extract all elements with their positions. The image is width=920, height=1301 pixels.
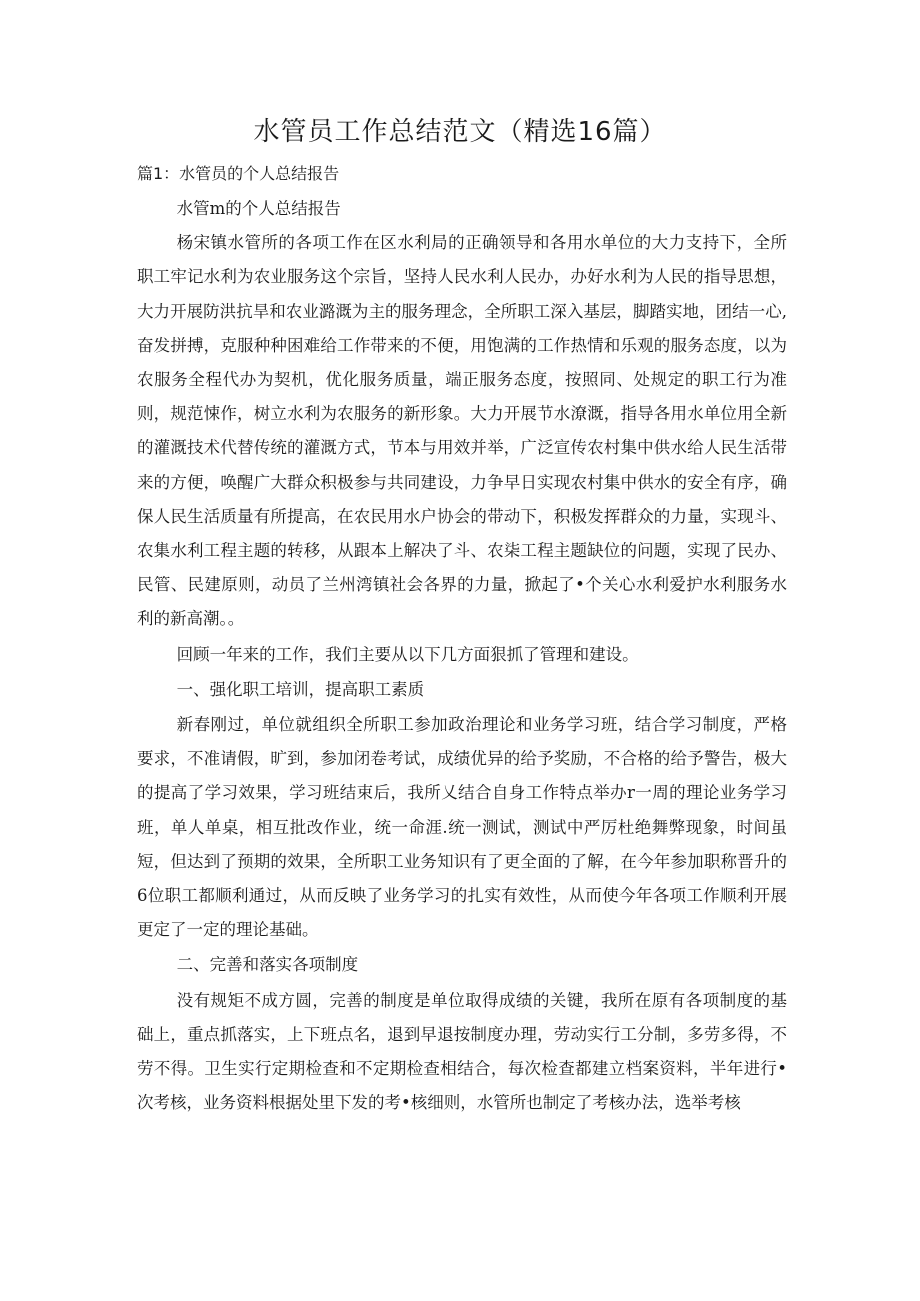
body-paragraph: 没有规矩不成方圆，完善的制度是单位取得成绩的关键，我所在原有各项制度的基础上，重点抓落实，上下班点名，退到早退按制度办理，劳动实行工分制，多劳多得，不劳不得。卫生实行定期检查和不定期检查相结合，每次检查都建立档案资料，半年进行•次考核，业务资料根据处里下发的考•核细则，水管所也制定了考核办法，选举考核 <box>137 990 787 1113</box>
body-paragraph: 杨宋镇水管所的各项工作在区水利局的正确领导和各用水单位的大力支持下，全所职工牢记水利为农业服务这个宗旨，坚持人民水利人民办，办好水利为人民的指导思想，大力开展防洪抗旱和农业潞溉为主的服务理念，全所职工深入基层，脚踏实地，团结一心,奋发拼搏，克服种种困难给工作带来的不便，用饱满的工作热情和乐观的服务态度，以为农服务全程代办为契机，优化服务质量，端正服务态度，按照同、处规定的职工行为准则，规范悚作，树立水利为农服务的新形象。大力开展节水潦溉，指导各用水单位用全新的灌溉技术代替传统的灌溉方式，节本与用效并举，广泛宣传农村集中供水给人民生活带来的方便，唤醒广大群众积极参与共同建设，力争早日实现农村集中供水的安全有序，确保人民生活质量有所提高，在农民用水户协会的带动下，积极发挥群众的力量，实现斗、农集水利工程主题的转移，从跟本上解决了斗、农柒工程主题缺位的问题，实现了民办、民管、民建原则，动员了兰州湾镇社会各界的力量，掀起了•个关心水利爱护水利服务水利的新高潮。。 <box>137 233 787 629</box>
body-paragraph: 新春刚过，单位就组织全所职工参加政治理论和业务学习班，结合学习制度，严格要求，不准请假，旷到，参加闭卷考试，成绩优异的给予奖励，不合格的给予警告，极大的提高了学习效果，学习班结束后，我所乂结合自身工作特点举办r一周的理论业务学习班，单人单桌，相互批改作业，统一命涯.统一测试，测试中严厉杜绝舞弊现象，时间虽短，但达到了预期的效果，全所职工业务知识有了更全面的了解，在今年参加职称晋升的6位职工都顺利通过，从而反映了业务学习的扎实有效性，从而使今年各项工作顺利开展更定了一定的理论基础。 <box>137 715 787 940</box>
section-heading: 篇1：水管员的个人总结报告 <box>137 164 340 183</box>
subsection-heading: 二、完善和落实各项制度 <box>176 955 359 975</box>
document-title: 水管员工作总结范文（精选16篇） <box>253 117 667 147</box>
subsection-heading: 一、强化职工培训，提高职工素质 <box>176 679 425 699</box>
report-subtitle: 水管m的个人总结报告 <box>176 199 341 218</box>
body-paragraph: 回顾一年来的工作，我们主要从以下几方面狠抓了管理和建设。 <box>176 644 639 664</box>
document-body <box>137 192 787 1120</box>
